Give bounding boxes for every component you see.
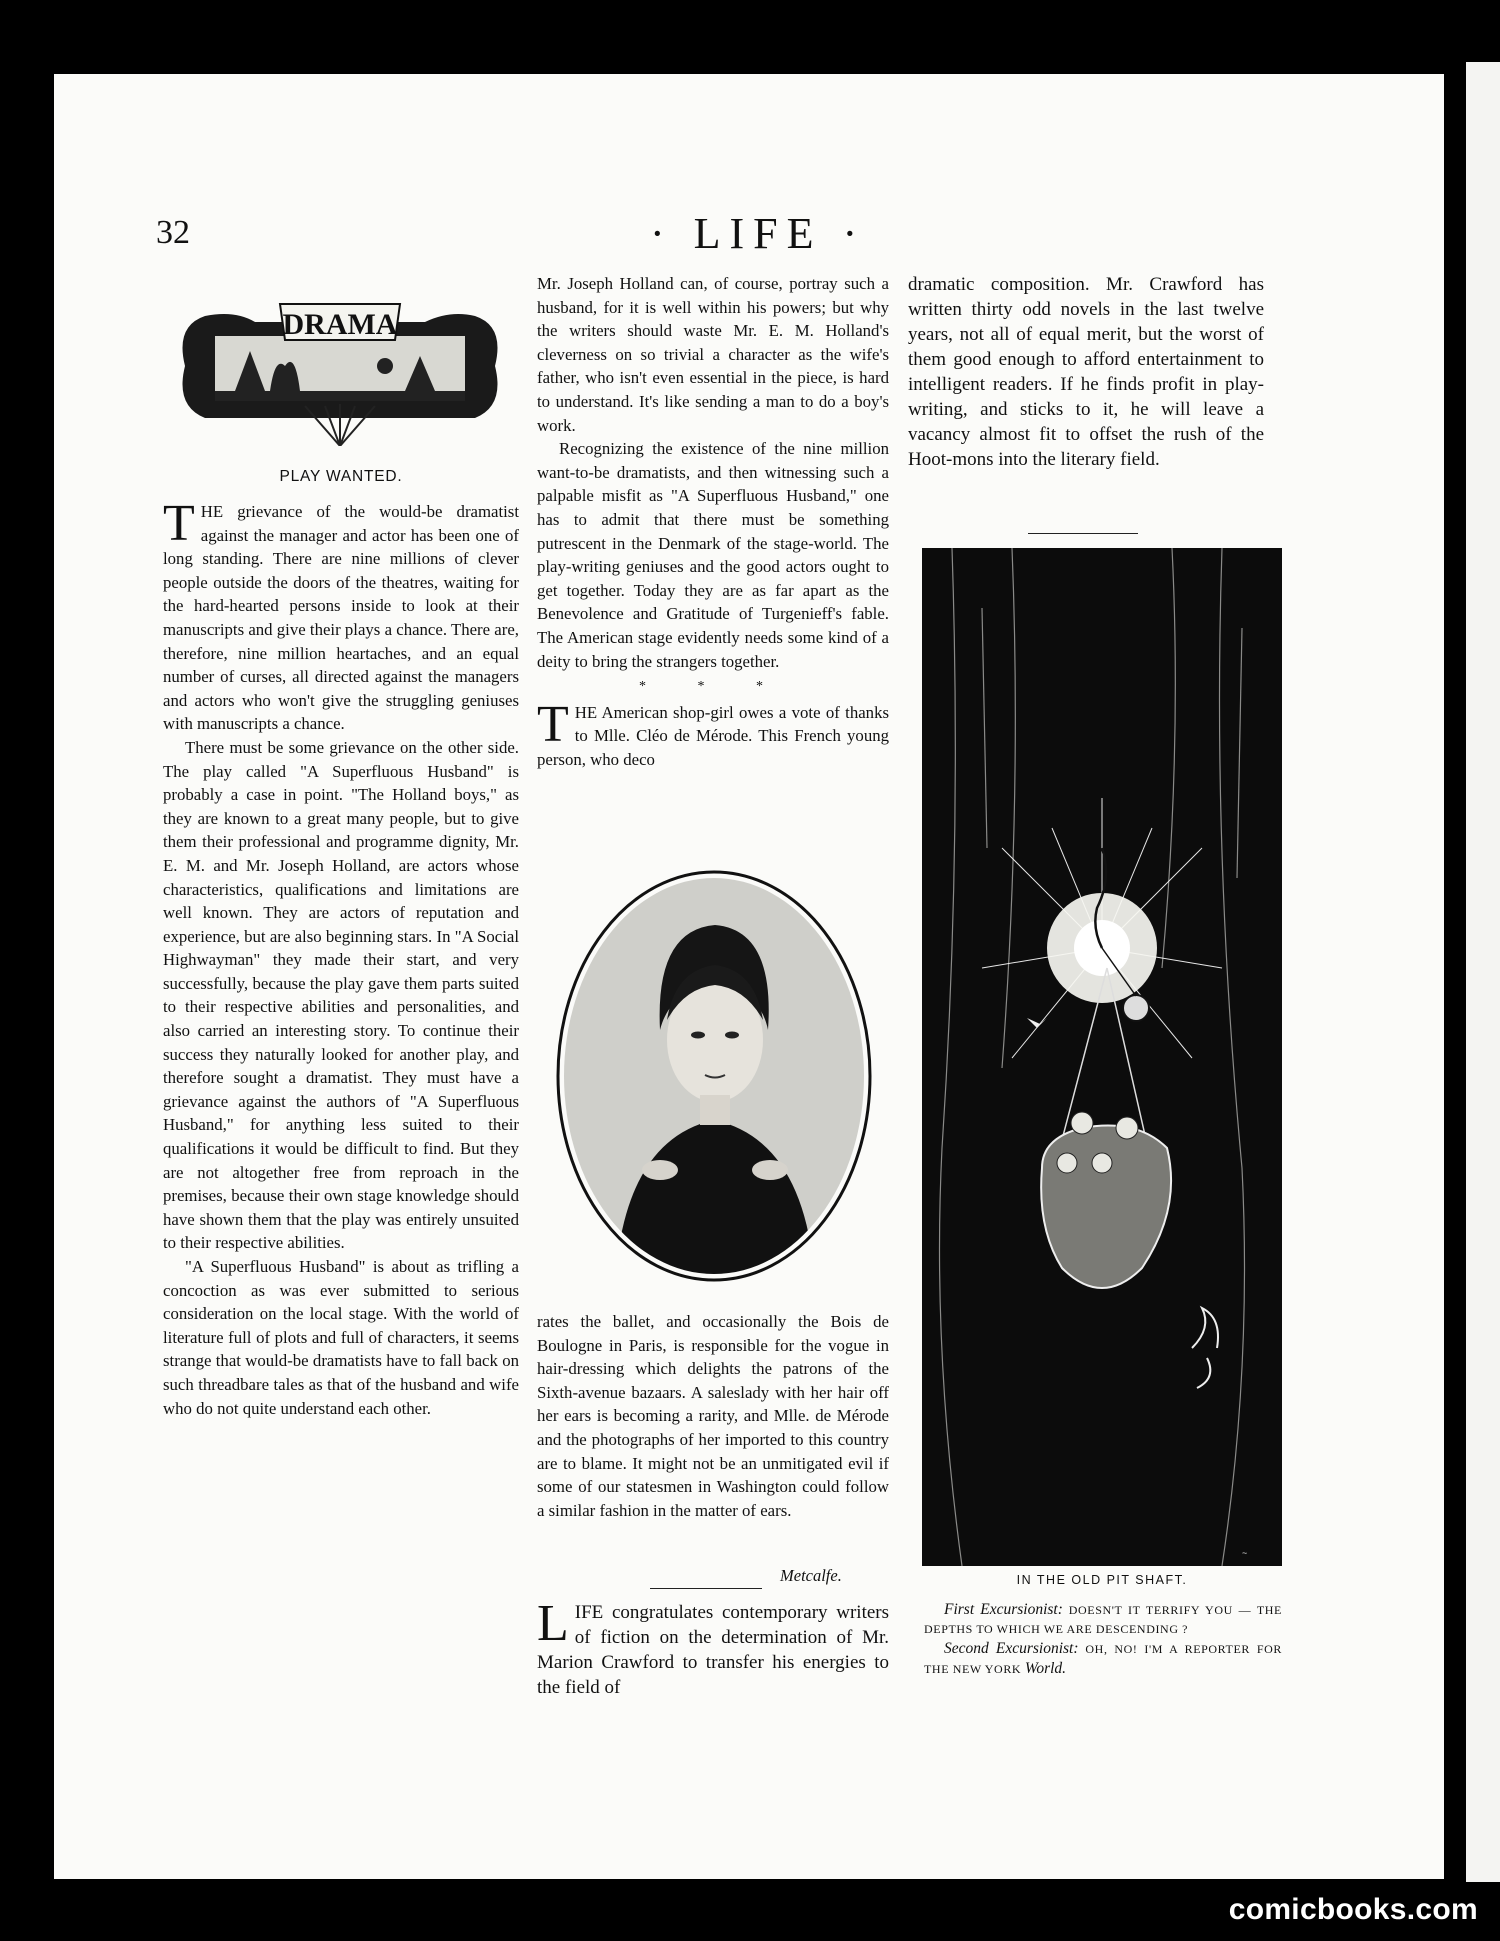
life-note [537,1595,889,1700]
paragraph: dramatic composition. Mr. Crawford has written thirty odd novels in the last twelve years, not all of equal merit, but the worst of them good enough to afford entertainment to intelligent readers. If he finds profit in play-writing, and sticks to it, he will leave a vacancy almost fit to offset the rush of the Hoot-mons into the literary field. [908,274,1264,470]
paragraph: rates the ballet, and occasionally the Bois de Boulogne in Paris, is responsible for the vogue in hair-dressing which delights the patrons of the Sixth-avenue bazaars. A saleslady with her hair off her ears is becoming a rarity, and Mlle. de Mérode and the photographs of her imported to this country are to blame. It might not be an unmitigated evil if some of our statesmen in Washington could follow a similar fashion in the matter of ears. [537,1312,889,1520]
facing-page-edge [1466,62,1500,1882]
drop-cap: L [537,1595,569,1652]
drama-logo-label: DRAMA [282,308,398,341]
paragraph-text: HE grievance of the would-be dramatist against the manager and actor has been one of long standing. There are nine millions of clever people outside the doors of the theatres, waiting for the hard-hearted persons inside to look at their manuscripts and give their plays a chance. There are, therefore, nine million heartaches, and an equal number of curses, all directed against the managers and actors who won't give the struggling geniuses with manuscripts a chance. [163,502,519,734]
section-separator: * * * [639,679,787,695]
drop-cap: T [537,695,569,753]
paragraph: Mr. Joseph Holland can, of course, portray such a husband, for it is well within his powers; but why the writers should waste Mr. E. M. Holland's cleverness on so trivial a character as the wife's father, who isn't even essential in the piece, is hard to understand. It's like sending a man to do a boy's work. [537,274,889,435]
artist-signature-mark: ~ [1242,1548,1248,1558]
portrait-photo [555,870,873,1282]
speaker-label: First Excursionist: [944,1601,1063,1618]
column-2 [537,272,889,771]
paragraph [163,495,519,736]
paragraph [537,1595,889,1700]
caption-dialogue: OH, NO! I'M A REPORTER FOR THE NEW YORK [924,1642,1282,1676]
cartoon-caption [924,1600,1282,1679]
page-number: 32 [156,214,190,251]
cartoon-title: IN THE OLD PIT SHAFT. [1016,1573,1188,1587]
masthead: · LIFE · [650,209,867,258]
watermark: comicbooks.com [1228,1893,1478,1926]
caption-emphasis: World. [1024,1660,1067,1677]
caption-line [924,1600,1282,1639]
paragraph [537,695,889,772]
pit-shaft-cartoon [922,548,1282,1566]
speaker-label: Second Excursionist: [944,1640,1079,1657]
paragraph-text: IFE congratulates contemporary writers of fiction on the determination of Mr. Marion Crawford to transfer his energies to the field of [537,1602,889,1698]
author-signature: Metcalfe. [780,1566,842,1585]
caption-dialogue: DOESN'T IT TERRIFY YOU — THE DEPTHS TO WHICH WE ARE DESCENDING ? [924,1603,1282,1636]
column-1 [163,495,519,1420]
caption-line [924,1639,1282,1679]
article-heading: PLAY WANTED. [279,468,403,485]
drop-cap: T [163,495,195,552]
signature-rule [650,1588,762,1589]
paragraph: There must be some grievance on the other side. The play called "A Superfluous Husband" is probably a case in point. "The Holland boys," as they are known to a great many people, but to give them their professional and programme dignity, Mr. E. M. and Mr. Joseph Holland, are actors whose characteristics, qualifications and limitations are well known. They are actors of reputation and experience, but are also beginning stars. In "A Social Highwayman" they made their start, and very successfully, because the play gave them parts suited to their respective abilities and personalities, and also carried an interesting story. To continue their success they naturally looked for another play, and therefore sought a dramatist. They must have a grievance against the authors of "A Superfluous Husband," for anything less suited to their qualifications it would be difficult to find. But they are not altogether free from reproach in the premises, because their own stage knowledge should have shown them that the play was entirely unsuited to their respective abilities. [163,737,519,1253]
paragraph-text: HE American shop-girl owes a vote of thanks to Mlle. Cléo de Mérode. This French young person, who deco [537,702,889,769]
paragraph: Recognizing the existence of the nine million want-to-be dramatists, and then witnessing such a palpable misfit as "A Superfluous Husband," one has to admit that there must be something putrescent in the Denmark of the stage-world. The play-writing geniuses and the good actors ought to get together. Today they are as far apart as the Benevolence and Gratitude of Turgenieff's fable. The American stage evidently needs some kind of a deity to bring the strangers together. [537,439,889,671]
column-3 [908,272,1264,472]
section-rule [1028,533,1138,534]
paragraph: "A Superfluous Husband" is about as trifling a concoction as was ever submitted to serious consideration on the local stage. With the world of literature full of plots and full of characters, it seems strange that would-be dramatists have to fall back on such threadbare tales as that of the husband and wife who do not quite understand each other. [163,1257,519,1418]
drama-logo-illustration [175,296,505,446]
column-2-continued [537,1310,889,1522]
